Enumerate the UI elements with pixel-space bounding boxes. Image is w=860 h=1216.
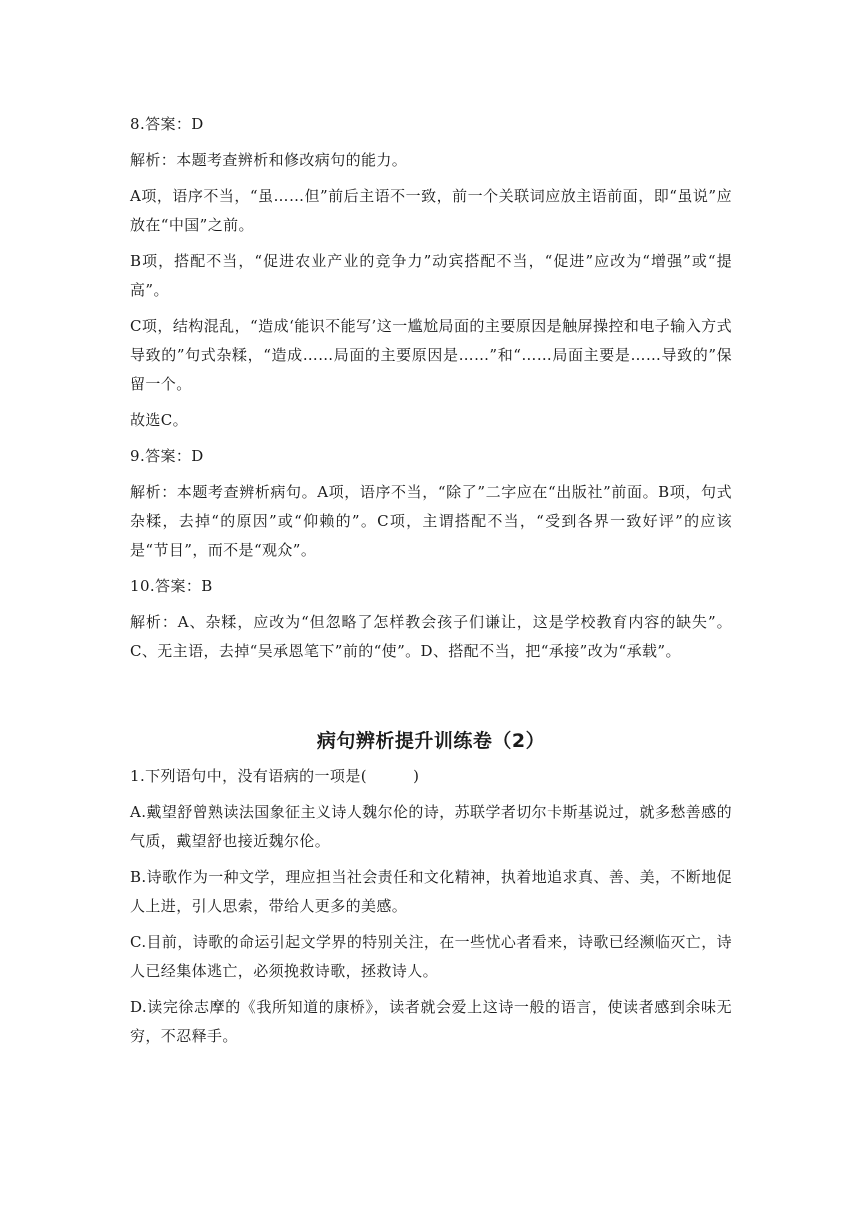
question-1-option-d: D.读完徐志摩的《我所知道的康桥》，读者就会爱上这诗一般的语言，使读者感到余味无穷，不忍释手。	[130, 998, 732, 1045]
answer-8-option-c: C项，结构混乱，“造成‘能识不能写’这一尴尬局面的主要原因是触屏操控和电子输入方式导致的”句式杂糅，“造成……局面的主要原因是……”和“……局面主要是……导致的”保留一个。	[130, 317, 732, 393]
answer-section	[130, 110, 732, 666]
answer-10-heading: 10.答案：B	[130, 577, 213, 595]
question-section	[130, 762, 732, 1051]
section-title: 病句辨析提升训练卷（2）	[316, 730, 546, 752]
answer-8-option-a: A项，语序不当，“虽……但”前后主语不一致，前一个关联词应放主语前面，即“虽说”应放在“中国”之前。	[130, 187, 732, 234]
question-1-option-c: C.目前，诗歌的命运引起文学界的特别关注，在一些忧心者看来，诗歌已经濒临灭亡，诗人已经集体逃亡，必须挽救诗歌，拯救诗人。	[130, 933, 732, 980]
document-page	[130, 110, 732, 1058]
question-1-option-b: B.诗歌作为一种文学，理应担当社会责任和文化精神，执着地追求真、善、美，不断地促人上进，引人思索，带给人更多的美感。	[130, 868, 732, 915]
answer-8-heading: 8.答案：D	[130, 115, 204, 133]
question-1-stem: 1.下列语句中，没有语病的一项是( )	[130, 767, 420, 785]
answer-8-analysis: 解析：本题考查辨析和修改病句的能力。	[130, 151, 408, 169]
answer-9-analysis: 解析：本题考查辨析病句。A项，语序不当，“除了”二字应在“出版社”前面。B项，句式杂糅，去掉“的原因”或“仰赖的”。C项，主谓搭配不当，“受到各界一致好评”的应该是“节目”，而不是“观众”。	[130, 483, 732, 559]
answer-8-conclusion: 故选C。	[130, 411, 189, 429]
question-1-option-a: A.戴望舒曾熟读法国象征主义诗人魏尔伦的诗，苏联学者切尔卡斯基说过，就多愁善感的气质，戴望舒也接近魏尔伦。	[130, 803, 732, 850]
answer-8-option-b: B项，搭配不当，“促进农业产业的竞争力”动宾搭配不当，“促进”应改为“增强”或“提高”。	[130, 252, 732, 299]
answer-10-analysis: 解析：A、杂糅，应改为“但忽略了怎样教会孩子们谦让，这是学校教育内容的缺失”。C、无主语，去掉“吴承恩笔下”前的“使”。D、搭配不当，把“承接”改为“承载”。	[130, 613, 732, 660]
answer-9-heading: 9.答案：D	[130, 447, 204, 465]
